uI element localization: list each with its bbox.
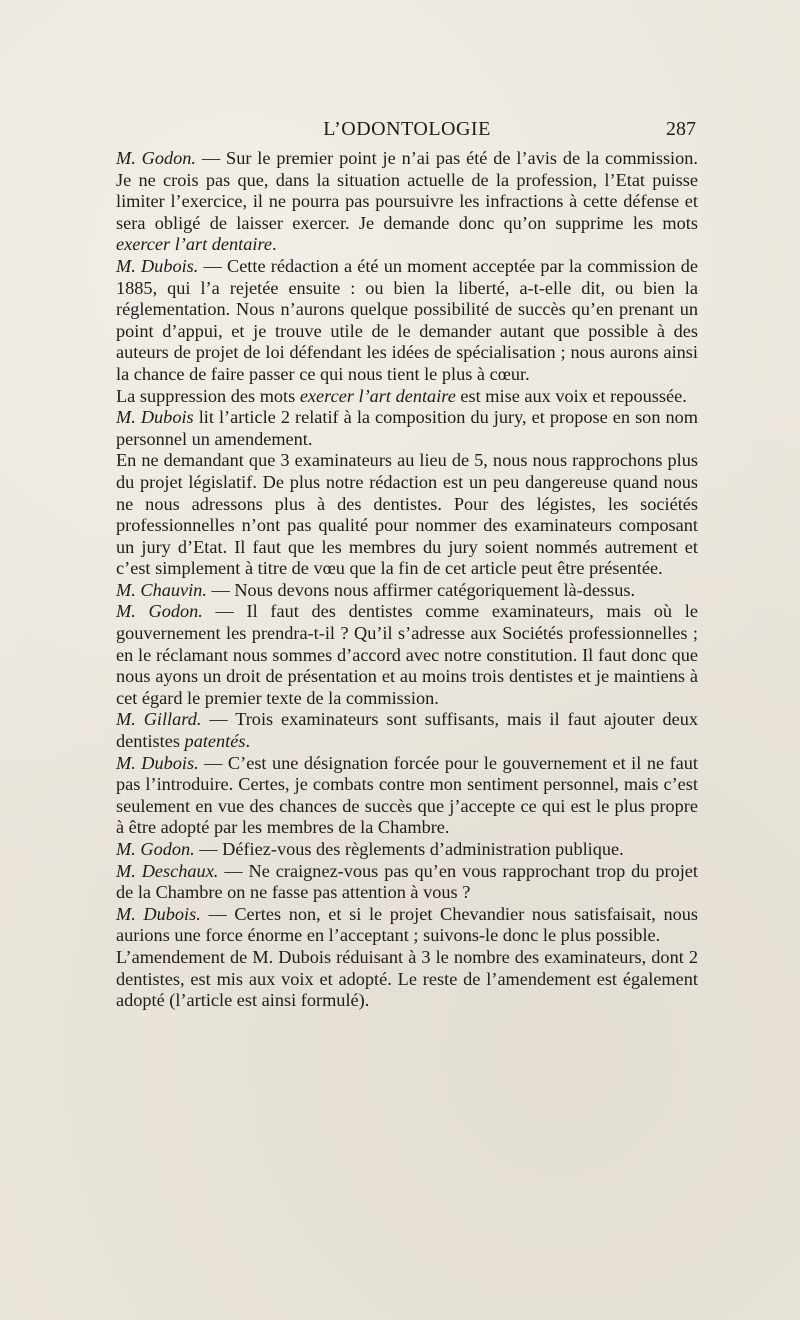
paragraph-tail: est mise aux voix et repoussée. xyxy=(455,385,687,406)
running-head xyxy=(118,118,696,146)
emphasis-text: exercer l’art dentaire xyxy=(116,234,273,255)
paragraph xyxy=(116,386,698,408)
paragraph xyxy=(116,861,698,904)
paragraph xyxy=(116,839,698,861)
emphasis-text: exercer l’art dentaire xyxy=(299,385,456,406)
paragraph-text: La suppression des mots xyxy=(116,385,300,406)
page-number: 287 xyxy=(666,118,696,140)
paragraph xyxy=(116,580,698,602)
paragraph-text: — Il faut des dentistes comme examinateurs, mais où le gouvernement les prendra-t-il ? Qu’il s’adresse aux Sociétés professionnelles ; en le réclamant nous sommes d’accord avec notre constitution. Il faut donc que nous ayons un droit de présentation et au moins trois dentistes et je maintiens à cet égard le premier texte de la commission. xyxy=(116,601,698,708)
paragraph-text: — C’est une désignation forcée pour le gouvernement et il ne faut pas l’introduire. Certes, je combats contre mon sentiment personnel, mais c’est seulement en vue des chances de succès que j’accepte ce qui est le plus propre à être adopté par les membres de la Chambre. xyxy=(116,752,698,838)
paragraph-tail: . xyxy=(272,234,277,255)
paragraph xyxy=(116,947,698,1012)
paragraph xyxy=(116,407,698,450)
speaker-name: M. Godon. xyxy=(116,839,195,859)
paragraph-text: lit l’article 2 relatif à la composition du jury, et propose en son nom personnel un amendement. xyxy=(116,407,699,449)
paragraph-text: — Cette rédaction a été un moment acceptée par la commission de 1885, qui l’a rejetée ensuite : ou bien la liberté, a-t-elle dit, ou bien la réglementation. Nous n’aurons quelque possibilité de succès qu’en prenant un point d’appui, et je trouve utile de le demander autant que possible à des auteurs de projet de loi défendant les idées de spécialisation ; nous aurons ainsi la chance de faire passer ce qui nous tient le plus à cœur. xyxy=(116,255,699,384)
speaker-name: M. Godon. xyxy=(116,601,203,622)
paragraph-text: — Nous devons nous affirmer catégoriquement là-dessus. xyxy=(206,579,636,600)
paragraph xyxy=(116,256,698,386)
speaker-name: M. Dubois xyxy=(116,407,194,428)
paragraph-text: — Trois examinateurs sont suffisants, mais il faut ajouter deux dentistes xyxy=(116,709,698,752)
paragraph xyxy=(116,148,698,256)
paragraph-text: — Sur le premier point je n’ai pas été de l’avis de la commission. Je ne crois pas que, dans la situation actuelle de la profession, l’Etat puisse limiter l’exercice, il ne pourra pas poursuivre les infractions à cette défense et sera obligé de laisser exercer. Je demande donc qu’on supprime les mots xyxy=(116,148,698,233)
body-text xyxy=(116,148,698,1012)
paragraph xyxy=(116,450,698,580)
paragraph xyxy=(116,709,698,752)
running-title: L’ODONTOLOGIE xyxy=(323,118,491,140)
speaker-name: M. Dubois. xyxy=(116,752,199,773)
paragraph-tail: . xyxy=(245,731,251,752)
emphasis-text: patentés xyxy=(184,731,246,752)
paragraph-text: — Ne craignez-vous pas qu’en vous rapprochant trop du projet de la Chambre on ne fasse pas attention à vous ? xyxy=(116,860,698,903)
speaker-name: M. Deschaux. xyxy=(116,860,219,881)
paragraph-text: En ne demandant que 3 examinateurs au lieu de 5, nous nous rapprochons plus du projet législatif. De plus notre rédaction est un peu dangereuse quand nous ne nous adressons plus à des dentistes. Pour des légistes, les sociétés professionnelles n’ont pas qualité pour nommer des examinateurs composant un jury d’Etat. Il faut que les membres du jury soient nommés autrement et c’est simplement à titre de vœu que la fin de cet article peut être présentée. xyxy=(116,450,698,579)
speaker-name: M. Dubois. xyxy=(116,255,199,276)
paragraph-text: L’amendement de M. Dubois réduisant à 3 le nombre des examinateurs, dont 2 dentistes, est mis aux voix et adopté. Le reste de l’amendement est également adopté (l’article est ainsi formulé). xyxy=(116,946,698,1011)
speaker-name: M. Gillard. xyxy=(116,709,202,730)
paragraph xyxy=(116,753,698,839)
speaker-name: M. Chauvin. xyxy=(116,579,207,600)
paragraph xyxy=(116,904,698,947)
speaker-name: M. Godon. xyxy=(116,148,197,168)
speaker-name: M. Dubois. xyxy=(116,903,201,924)
paragraph-text: — Certes non, et si le projet Chevandier nous satisfaisait, nous aurions une force énorme en l’acceptant ; suivons-le donc le plus possible. xyxy=(116,903,698,946)
paragraph xyxy=(116,601,698,709)
paragraph-text: — Défiez-vous des règlements d’administration publique. xyxy=(194,839,624,859)
